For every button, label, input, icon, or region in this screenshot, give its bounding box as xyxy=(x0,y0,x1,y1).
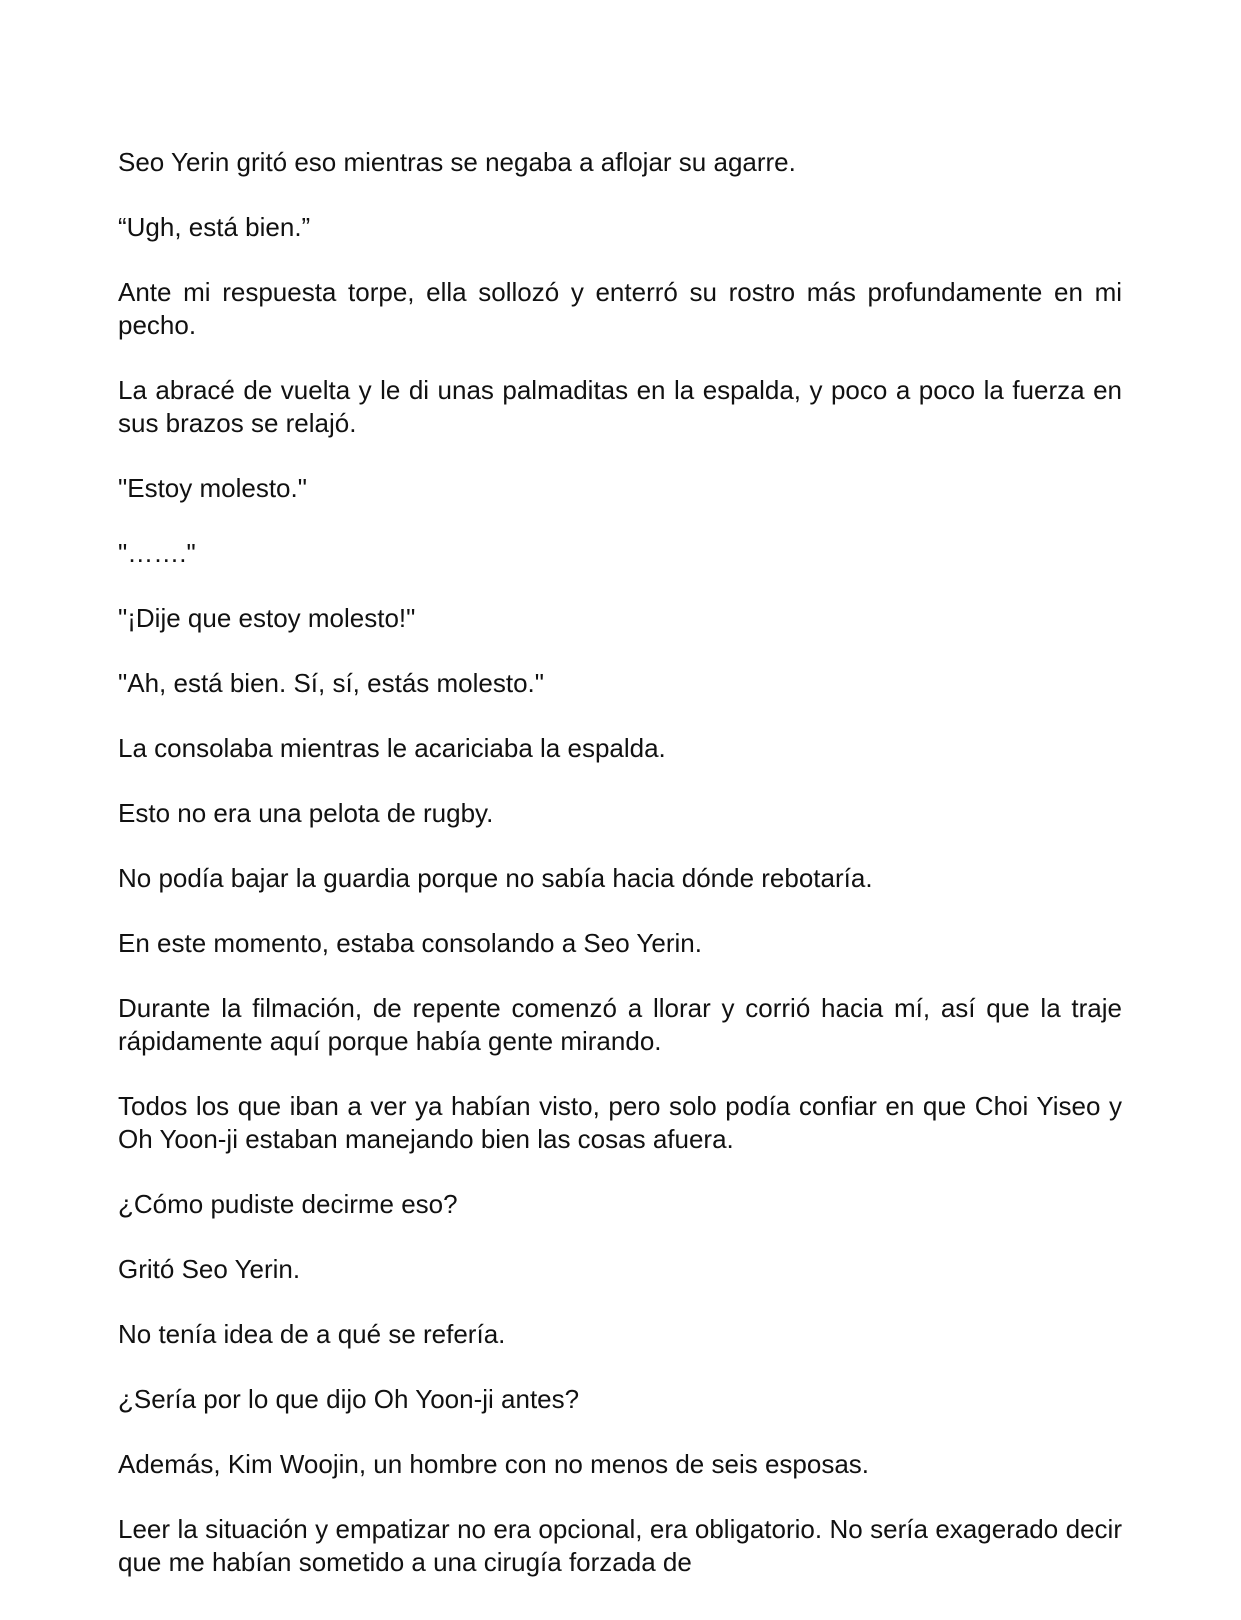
paragraph: "Ah, está bien. Sí, sí, estás molesto." xyxy=(118,668,544,698)
paragraph: "Estoy molesto." xyxy=(118,473,307,503)
paragraph: Además, Kim Woojin, un hombre con no menos de seis esposas. xyxy=(118,1449,870,1479)
paragraph: Esto no era una pelota de rugby. xyxy=(118,798,494,828)
paragraph: Durante la filmación, de repente comenzó a llorar y corrió hacia mí, así que la traje rápidamente aquí porque había gente mirando. xyxy=(118,993,1122,1056)
paragraph: No tenía idea de a qué se refería. xyxy=(118,1319,506,1349)
paragraph: Todos los que iban a ver ya habían visto, pero solo podía confiar en que Choi Yiseo y Oh Yoon-ji estaban manejando bien las cosas afuera. xyxy=(118,1091,1122,1154)
paragraph: La consolaba mientras le acariciaba la espalda. xyxy=(118,733,666,763)
paragraph: “Ugh, está bien.” xyxy=(118,212,311,242)
paragraph: Seo Yerin gritó eso mientras se negaba a aflojar su agarre. xyxy=(118,147,796,177)
document-body xyxy=(118,146,1122,1579)
paragraph: No podía bajar la guardia porque no sabía hacia dónde rebotaría. xyxy=(118,863,873,893)
paragraph: "¡Dije que estoy molesto!" xyxy=(118,603,416,633)
paragraph: "……." xyxy=(118,538,196,568)
paragraph: En este momento, estaba consolando a Seo Yerin. xyxy=(118,928,702,958)
paragraph: La abracé de vuelta y le di unas palmaditas en la espalda, y poco a poco la fuerza en sus brazos se relajó. xyxy=(118,375,1122,438)
paragraph: Gritó Seo Yerin. xyxy=(118,1254,301,1284)
paragraph: ¿Cómo pudiste decirme eso? xyxy=(118,1189,458,1219)
paragraph: Leer la situación y empatizar no era opcional, era obligatorio. No sería exagerado decir que me habían sometido a una cirugía forzada de xyxy=(118,1514,1122,1577)
paragraph: ¿Sería por lo que dijo Oh Yoon-ji antes? xyxy=(118,1384,580,1414)
paragraph: Ante mi respuesta torpe, ella sollozó y enterró su rostro más profundamente en mi pecho. xyxy=(118,277,1122,340)
